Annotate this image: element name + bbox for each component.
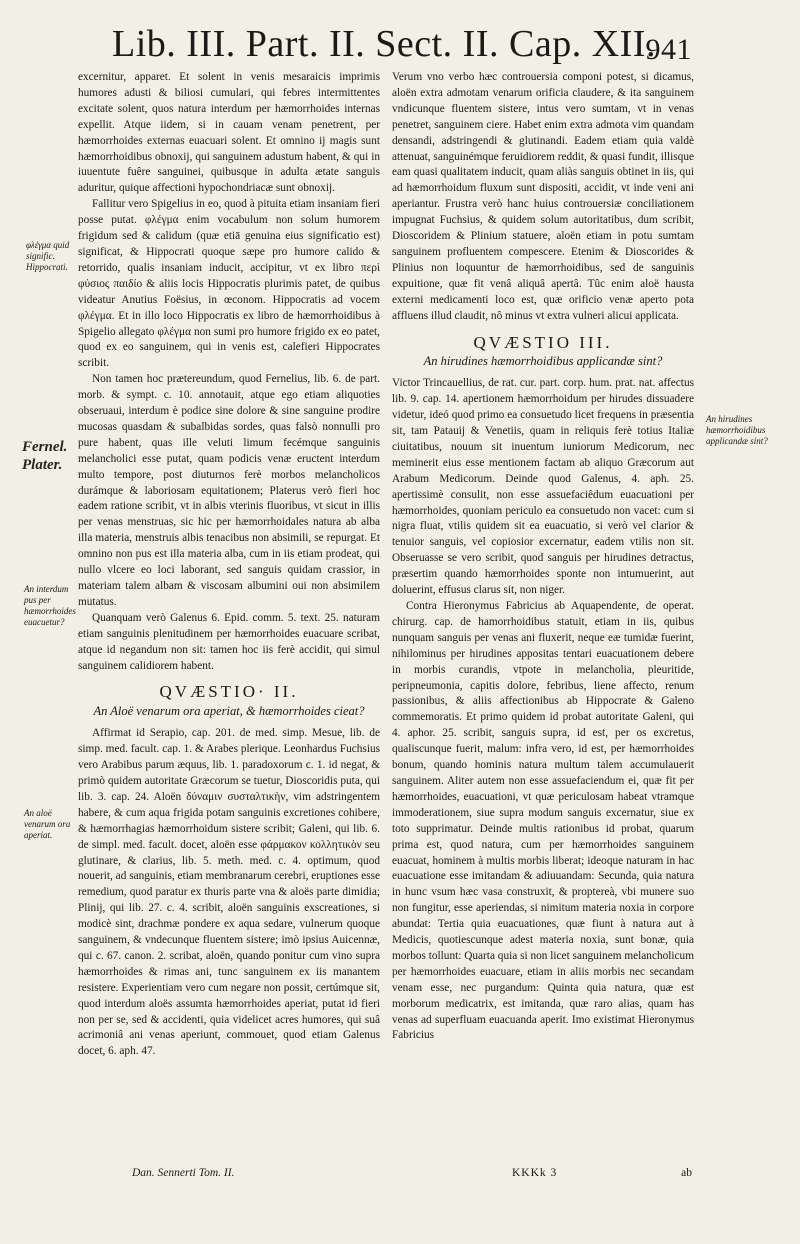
question-heading: QVÆSTIO· II. [159,682,299,702]
right-column [392,70,694,1044]
left-column [78,70,380,1060]
handwritten-annotation: Fernel. Plater. [22,439,68,473]
paragraph: Affirmat id Serapio, cap. 201. de med. simp. Mesue, lib. de simp. med. facult. cap. 1. & Arabes plerique. Leonhardus Fuchsius vero Arabibus parum æquus, lib. 1. paradoxorum c. 1. id negat, & primò quidem autoritate Græcorum se tuetur, Dioscoridis puta, qui lib. 3. cap. 24. Aloën δύναμιν συσταλτικὴν, vim adstringentem habere, & cum aqua frigida potam sanguinis excretiones cohibere, & hæmorrhagias hæmorrhoidum sistere scribit; Galeni, qui lib. 6. de simpl. med. facult. docet, aloën esse φάρμακον κολλητικὸν seu glutinare, & clarius, lib. 5. meth. med. c. 4. optimum, quod nouerit, ad sanguinis, etiam membranarum cerebri, eruptiones esse remedium, quod paratur ex thuris parte vna & aloës parte dimidia; Plinij, qui lib. 27. c. 4. scribit, aloën sanguinis exscreationes, si modicè sint, drachmæ pondere ex aqua sedare, vulnerum quoque sanguinem, & vndecunque fluentem sistere; imò ipsius Auicennæ, qui c. 67. canon. 2. scribat, aloën, quando ponitur cum vino supra hæmorrhoides & rimas ani, tunc sanguinem ex iis manantem resistere. Experientiam vero cum negare non possit, certúmque sit, quod interdum aloës assumta hæmorrhoides aperiat, putat id fieri non per se, sed & accidenti, quia videlicet acres humores, qui suâ acrimoniâ ani venas aperiunt, commouet, quod etiam Galenus docet, 6. aph. 47. [78,727,380,1058]
signature-mark: KKKk 3 [512,1167,558,1179]
paragraph: Verum vno verbo hæc controuersia componi potest, si dicamus, aloën extra admotam venarum orificia claudere, & ita sanguinem vndicunque fluentem sistere, intus vero sumtam, vt in venas penetret, sanguinem ciere. Habet enim extra admota vim quandam densandi, adstringendi & glutinandi. Eadem etiam quia valdè attenuat, sanguinémque feruidiorem reddit, & quasi fundit, illisque eam quasi qualitatem inducit, quam aliàs sanguis obtinet in iis, qui ad hæmorrhoidum fluxum sunt dispositi, accidit, vt inde veni ani aperiantur. Frustra verò hanc huius controuersiæ conciliationem impugnat Fuchsius, & quidem solum autoritatibus, dum scribit, Dioscoridem & Plinium statuere, aloën etiam in potu sumtam sanguinem profluentem compescere. Etenim & Dioscorides & Plinius non loquuntur de hæmorrhoidibus, sed de sanguinis expuitione, quæ fit venâ aliquâ apertâ. Tûc enim aloë hausta externi medicamenti loco est, quæ orificio venæ aperto pota affluens illud claudit, nô minus vt extra vulneri alicui applicata. [392,71,694,322]
page-number: 941 [645,33,692,66]
paragraph: Contra Hieronymus Fabricius ab Aquapendente, de operat. chirurg. cap. de hamorrhoidibus statuit, etiam in iis, quibus nunquam sanguis per venas ani fluxerit, neque eæ tumidæ fuerint, nihilominus per hirudines appositas tentari euacuationem debere in morbis curandis, vtpote in melancholia, pleuritide, peripneumonia, capitis dolore, febribus, liene affecto, renum passionibus, & aliis affectionibus ab Hippocrate & Galeno commemoratis. Et primo quidem id probat autoritate Galeni, qui 4. aphor. 25. scribit, sanguis supra, id est, per os excretus, qualiscunque fuerit, malum: infra vero, id est, per hæmorrhoides bonum, quando hominis natura multum talem accumulauerit sanguinem. Aliter autem non esse assuefaciendum ei, quæ fit per hæmorrhoides, euacuationi, vt quæ periculosam habeat vtramque immoderationem, siue supra modum sanguis excernatur, siue ex toto supprimatur. Deinde multis rationibus id probat, quarum prima est, quod natura, cum per hæmorrhoides sanguinem euacuat, hominem à multis morbis liberat; ideoque naturam in hac euacuatione esse imitandam & adiuuandam: Secunda, quia natura in hunc vsum hæc vasa construxit, & proptereà, vbi munere suo non fungitur, esse aperiendas, si nimitum materia noxia in corpore abundat: Tertia quia euacuationes, quæ fiunt à natura aut à Medicis, quotiescunque adest materia noxia, sunt bonæ, quia morbos tollunt: Quarta quia si non licet sanguinem melancholicum per hæmorrhoides euacuare, etiam in aliis morbis nec secandam venam esse, nec purgandum: Quinta quia natura, quæ est morborum medicatrix, est imitanda, quæ raro alias, quam has venas ad superfluam euacuanda aperit. Imo existimat Hieronymus Fabricius [392,600,694,1042]
running-head [112,22,692,66]
paragraph: Quanquam verò Galenus 6. Epid. comm. 5. text. 25. naturam etiam sanguinis plenitudinem per hæmorrhoides euacuare scribat, atque id negandum non sit: tamen hoc iis ferè accidit, qui simul sanguinem calidiorem habent. [78,611,380,672]
margin-note-aloe: An aloë venarum ora aperiat. [24,808,71,840]
question-title: An hirudines hæmorrhoidibus applicandæ sint? [423,354,663,369]
running-head-title: Lib. III. Part. II. Sect. II. Cap. XII. [112,23,656,65]
paragraph: Fallitur vero Spigelius in eo, quod à pituita etiam insaniam fieri posse putat. φλέγμα enim vocabulum non solum humorem frigidum sed & calidum (quæ etiā genuina eius significatio est) significat, & Hippocrati quoque sæpe pro humore calido & retorrido, qualis insaniam inducit, accipitur, vt ex libro περὶ φύσιος παιδίο & aliis locis Hippocratis plurimis patet, de quibus videatur Anutius Foësius, in œconom. Hippocratis ad vocem φλέγμα. Et in illo loco Hippocratis ex libro de hæmorrhoidibus à Spigelio allegato φλέγμα non sumi pro humore frigido ex eo patet, quod ex eo sanguinem, qui in venis est, calefieri Hippocrates scribit. [78,198,380,370]
margin-note-phlegma: φλέγμα quid signific. Hippocrati. [26,240,70,272]
paragraph: Victor Trincauellius, de rat. cur. part. corp. hum. prat. nat. affectus lib. 9. cap. 14. apertionem hæmorrhoidum per hirudes dissuadere videtur, ideó quod primo ea consuetudo licet frequens in præsentia sit, tam Patauij & Venetiis, quam in reliquis ferè totius Italiæ ciuitatibus, nouum sit inuentum iuniorum Medicorum, nec meminerit eius esse mentionem factam ab aliquo Græcorum aut Arabum Medicorum. Deinde quod Galenus, 4. aph. 25. apertissimè consulit, non esse assuefaciêdum euacuationi per hæmorrhoides, quoniam periculo ea consuetudo non vacet: cum si nigra fluat, vtilis quidem sit ea euacuatio, si verò vel clarior & tenuior sanguis, vel copiosior excernatur, eadem vtilis non sit. Obseruasse se vero scribit, quod sanguis per hirudines detractus, præsertim quando hæmorrhoides sponte non intumuerint, aut doluerint, effusus clarus sit, non niger. [392,377,694,597]
footer-author-volume: Dan. Sennerti Tom. II. [132,1167,235,1179]
page-footer [132,1167,692,1179]
question-title: An Aloë venarum ora aperiat, & hæmorrhoides cieat? [93,704,365,719]
margin-note-interdum-pus: An interdum pus per hæmorrhoides euacuetur? [24,584,76,627]
paragraph: Non tamen hoc prætereundum, quod Fernelius, lib. 6. de part. morb. & sympt. c. 10. annotauit, atque ego etiam aliquoties obseruaui, interdum è podice sine dolore & sine sanguine prodire mucosas quasdam & subalbidas sordes, quas falsò nonnulli pro pure habent, quas ille veluti limum fecémque sanguinis melancholici esse putat, quam podicis venæ eructent interdum multo tempore, post diuturnos ferè morbos melancholicos durámque & laboriosam equitationem; Platerus verò fieri hoc eadem ratione scribit, vt in albis vterinis fluoribus, vt sicut in illis per venas menstruas, sic hic per hæmorrhoidales natura ab alba illa materia, menstruis albis tenacibus non absimili, se repurgat. Et omnino non pus est illa materia alba, cum in iis etiam prodeat, qui nullo vlcere eo loci laborant, sed sanguis quidam crassior, in materiam talem albam & viscosam albumini oui non absimilem mutatus. [78,373,380,608]
question-heading: QVÆSTIO III. [473,332,613,352]
catchword: ab [681,1167,692,1179]
paragraph: excernitur, apparet. Et solent in venis mesaraicis imprimis humores adusti & biliosi cumulari, qui febres intermittentes excitate solent, quos natura interdum per hæmorrhoides internas expellit. Atque iidem, si in cauam venam penetrent, per hæmorrhoides externas euacuari solent. Et omnino ij magis sunt hæmorrhoidibus obnoxij, qui sanguinem adustum habent, & qui in iuuentute fuêre sanguinei, quibusque in adulta ætate sanguis aduritur, quique affectioni hypochondriacæ sunt obnoxij. [78,71,380,195]
margin-note-hirudines: An hirudines hæmorrhoidibus applicandæ sint? [706,414,768,446]
